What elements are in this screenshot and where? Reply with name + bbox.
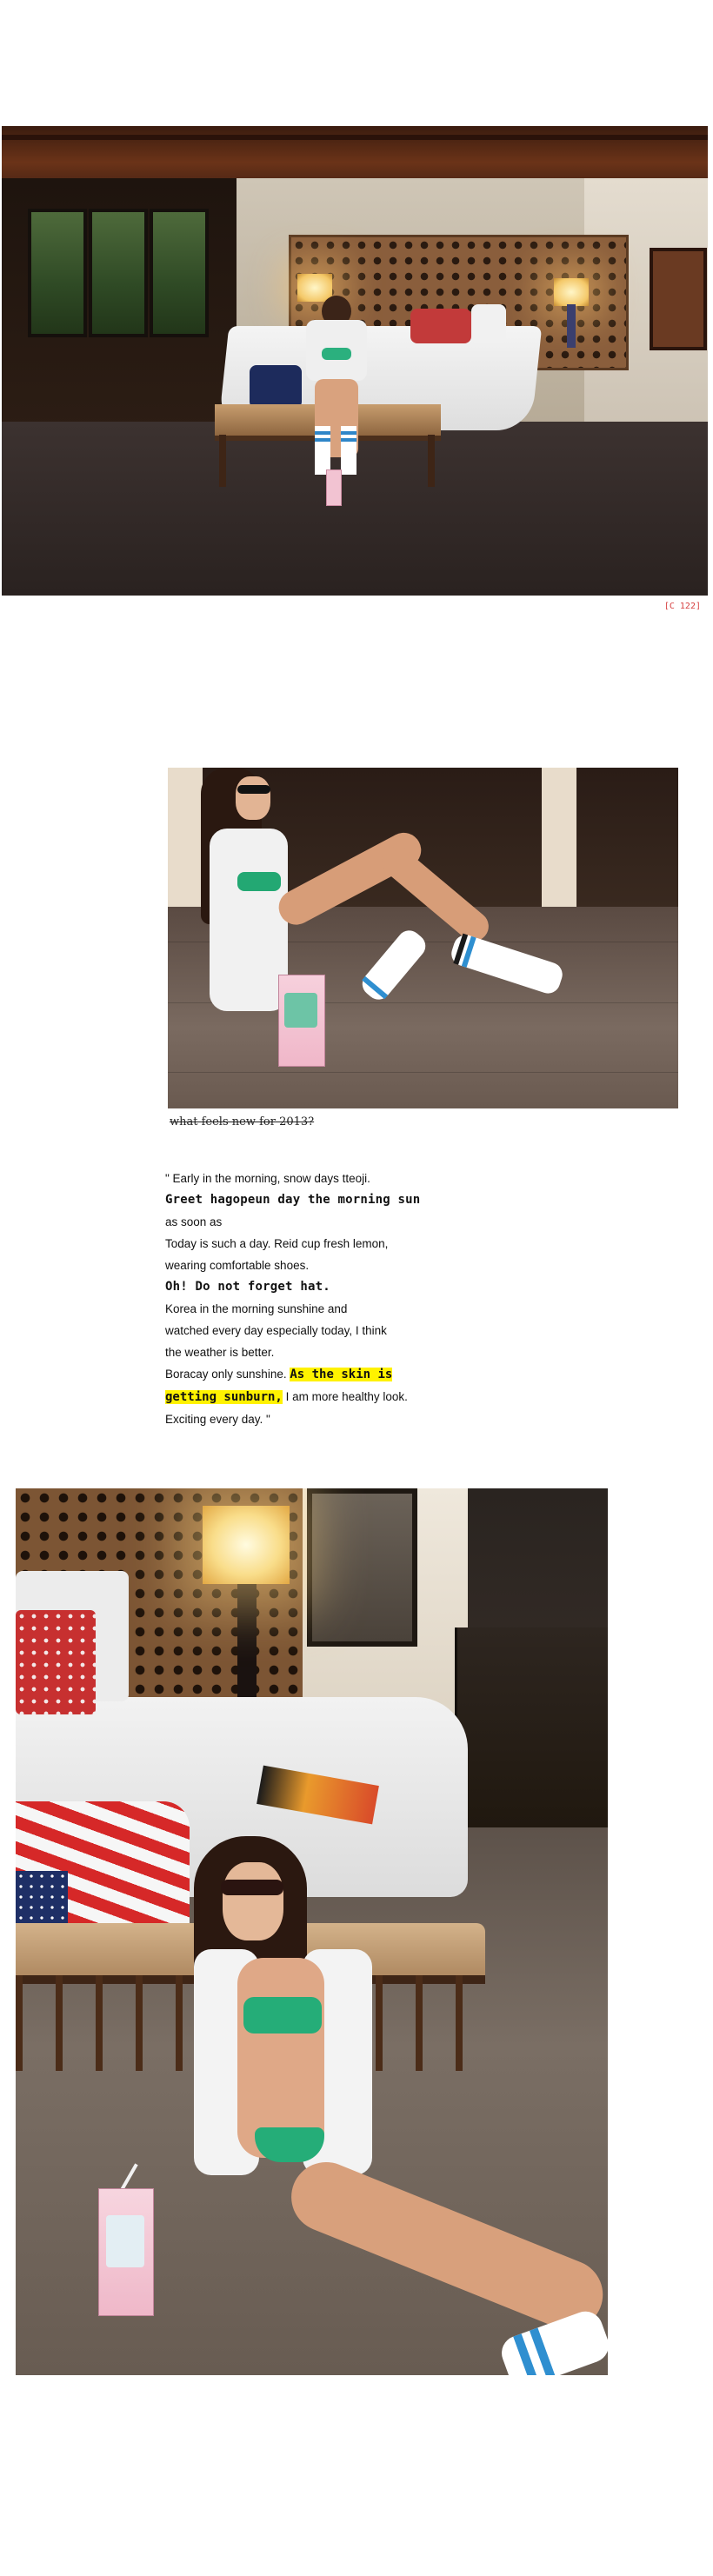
photo-floor-portrait [16,1488,608,2375]
pillow-red [410,309,471,343]
lamp-right [554,278,589,306]
text-line: wearing comfortable shoes. [165,1259,310,1272]
wall-picture-frame [307,1488,417,1647]
story-text [165,1168,426,1430]
text-line: " Early in the morning, snow days tteoji. [165,1172,370,1185]
text-line-mixed: Boracay only sunshine. As the skin is [165,1368,393,1381]
photo-caption-tag: [C 122] [663,602,701,611]
sunglasses [221,1880,283,1895]
text-line: watched every day especially today, I think [165,1324,387,1337]
window [28,209,87,337]
lamp [203,1506,290,1584]
text-line-bold: Greet hagopeun day the morning sun [165,1193,421,1207]
text-line-mixed: getting sunburn, I am more healthy look. [165,1390,408,1404]
cabinet [455,1627,608,1827]
strikethrough-heading: what feels new for 2013? [170,1115,315,1128]
pillow-white [471,304,506,343]
window [89,209,148,337]
photo-bedroom-wide [2,126,708,596]
text-line: Today is such a day. Reid cup fresh lemon, [165,1237,389,1250]
text-line: Exciting every day. " [165,1413,270,1426]
text-line: as soon as [165,1215,223,1228]
milk-carton [326,469,342,506]
sunglasses [237,785,270,794]
wall-picture-frame [650,248,707,350]
photo-sitting-floor [168,768,678,1108]
highlighted-text: As the skin is [290,1368,393,1381]
text-line: the weather is better. [165,1346,275,1359]
window [150,209,209,337]
milk-carton [98,2188,154,2316]
text-line-bold: Oh! Do not forget hat. [165,1280,330,1294]
highlighted-text: getting sunburn, [165,1390,283,1404]
model [306,296,367,478]
text-line: Korea in the morning sunshine and [165,1302,348,1315]
milk-carton [278,975,325,1067]
flag-pillow [250,365,302,409]
pillow-red [16,1610,96,1714]
